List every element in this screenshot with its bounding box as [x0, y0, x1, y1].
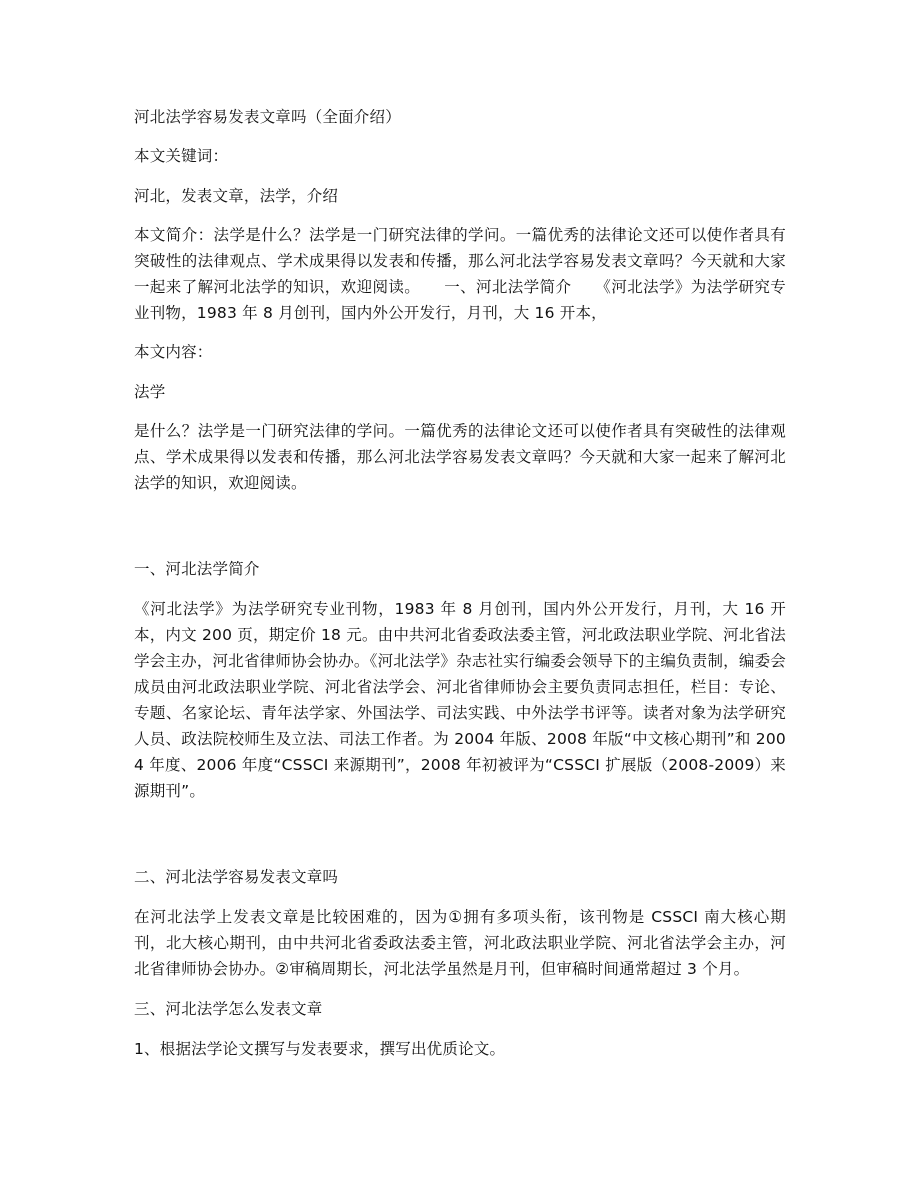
- section1-paragraph: 《河北法学》为法学研究专业刊物，1983 年 8 月创刊，国内外公开发行，月刊，大 16 开本，内文 200 页，期定价 18 元。由中共河北省委政法委主管，河北政法职业学院、河北省法学会主办，河北省律师协会协办。《河北法学》杂志社实行编委会领导下的主编负责制，编委会成员由河北政法职业学院、河北省法学会、河北省律师协会主要负责同志担任，栏目：专论、专题、名家论坛、青年法学家、外国法学、司法实践、中外法学书评等。读者对象为法学研究人员、政法院校师生及立法、司法工作者。为 2004 年版、2008 年版“中文核心期刊”和 2004 年度、2006 年度“CSSCI 来源期刊”，2008 年初被评为“CSSCI 扩展版（2008-2009）来源期刊”。: [134, 600, 786, 800]
- section2-heading: 二、河北法学容易发表文章吗: [134, 868, 339, 886]
- summary-paragraph: 本文简介：法学是什么？法学是一门研究法律的学问。一篇优秀的法律论文还可以使作者具有突破性的法律观点、学术成果得以发表和传播，那么河北法学容易发表文章吗？今天就和大家一起来了解河北法学的知识，欢迎阅读。 一、河北法学简介 《河北法学》为法学研究专业刊物，1983 年 8 月创刊，国内外公开发行，月刊，大 16 开本，: [134, 226, 786, 322]
- content-label: 本文内容：: [134, 343, 213, 361]
- content-intro-paragraph: 是什么？法学是一门研究法律的学问。一篇优秀的法律论文还可以使作者具有突破性的法律观点、学术成果得以发表和传播，那么河北法学容易发表文章吗？今天就和大家一起来了解河北法学的知识，欢迎阅读。: [134, 422, 786, 492]
- content-head: 法学: [134, 383, 166, 401]
- document-title: 河北法学容易发表文章吗（全面介绍）: [134, 108, 401, 126]
- section2-paragraph: 在河北法学上发表文章是比较困难的，因为①拥有多项头衔，该刊物是 CSSCI 南大核心期刊，北大核心期刊，由中共河北省委政法委主管，河北政法职业学院、河北省法学会主办，河北省律师协会协办。②审稿周期长，河北法学虽然是月刊，但审稿时间通常超过 3 个月。: [134, 908, 786, 978]
- keywords-list: 河北，发表文章，法学，介绍: [134, 187, 339, 205]
- section3-heading: 三、河北法学怎么发表文章: [134, 1000, 323, 1018]
- section3-item-1: 1、根据法学论文撰写与发表要求，撰写出优质论文。: [134, 1040, 506, 1058]
- keywords-label: 本文关键词：: [134, 147, 229, 165]
- section1-heading: 一、河北法学简介: [134, 560, 260, 578]
